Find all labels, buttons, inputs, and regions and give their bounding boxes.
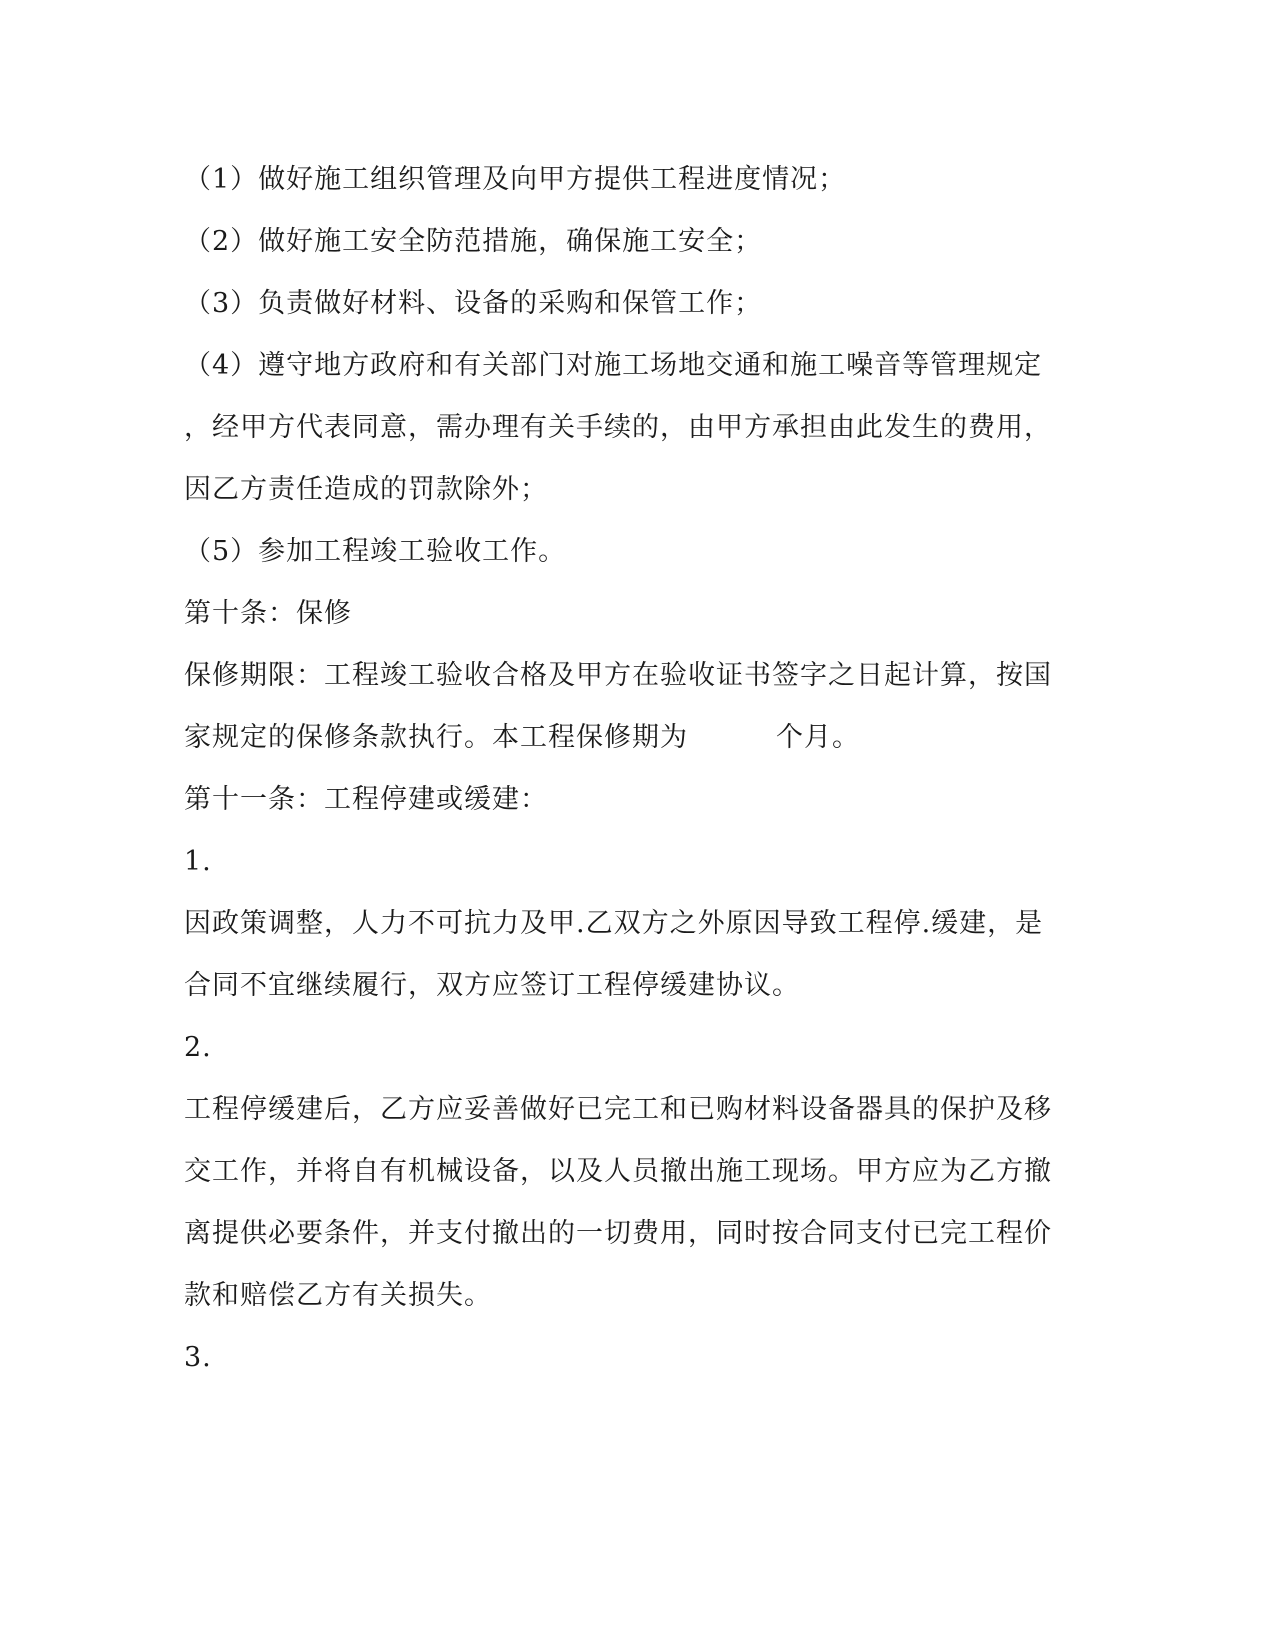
clause-item-4-continued-2: 因乙方责任造成的罚款除外； xyxy=(184,474,548,505)
item-number-3: 3. xyxy=(184,1342,212,1373)
item-2-text-continued-2: 离提供必要条件，并支付撤出的一切费用，同时按合同支付已完工程价 xyxy=(184,1218,1052,1249)
item-2-text-continued-3: 款和赔偿乙方有关损失。 xyxy=(184,1280,492,1311)
warranty-period-lead: 家规定的保修条款执行。本工程保修期为 xyxy=(184,722,688,753)
clause-item-5: （5）参加工程竣工验收工作。 xyxy=(184,536,567,567)
item-2-text: 工程停缓建后，乙方应妥善做好已完工和已购材料设备器具的保护及移 xyxy=(184,1094,1052,1125)
item-number-2: 2. xyxy=(184,1032,212,1063)
item-number-1: 1. xyxy=(184,846,212,877)
clause-item-3: （3）负责做好材料、设备的采购和保管工作； xyxy=(184,288,763,319)
clause-item-4-continued: ，经甲方代表同意，需办理有关手续的，由甲方承担由此发生的费用， xyxy=(184,412,1052,443)
clause-item-2: （2）做好施工安全防范措施，确保施工安全； xyxy=(184,226,763,257)
item-2-text-continued: 交工作，并将自有机械设备，以及人员撤出施工现场。甲方应为乙方撤 xyxy=(184,1156,1052,1187)
warranty-period-unit: 个月。 xyxy=(776,722,860,753)
clause-item-1: （1）做好施工组织管理及向甲方提供工程进度情况； xyxy=(184,164,847,195)
clause-item-4: （4）遵守地方政府和有关部门对施工场地交通和施工噪音等管理规定 xyxy=(184,350,1043,381)
item-1-text-continued: 合同不宜继续履行，双方应签订工程停缓建协议。 xyxy=(184,970,800,1001)
article-11-heading: 第十一条：工程停建或缓建： xyxy=(184,784,548,815)
article-10-heading: 第十条：保修 xyxy=(184,598,352,629)
warranty-period-text: 保修期限：工程竣工验收合格及甲方在验收证书签字之日起计算，按国 xyxy=(184,660,1052,691)
warranty-period-text-continued xyxy=(184,721,860,755)
item-1-text: 因政策调整，人力不可抗力及甲.乙双方之外原因导致工程停.缓建，是 xyxy=(184,908,1044,939)
